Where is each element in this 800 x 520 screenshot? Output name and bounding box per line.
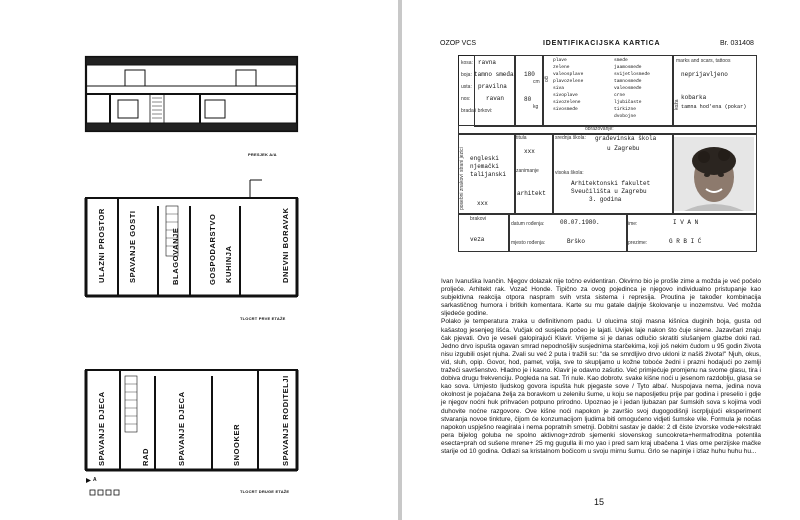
- eye-color-option: sivosmeđe: [553, 107, 578, 112]
- srednja-value-2: u Zagrebu: [607, 145, 640, 152]
- jezici-label: strani jezici: [459, 147, 465, 172]
- eye-color-option: plave: [553, 58, 567, 63]
- eye-color-option: valeosplave: [553, 72, 584, 77]
- story-paragraph-1: Ivan Ivanuška Ivančin. Njegov dolazak nije točno evidentiran. Okvirno bio je prošle zime a možda je već počelo proljeće. Arhitekt rak. Vozač Honde. Tipično za ovog pojedinca je njegovo individualno pristupanje kao subjektivna reakcija otpora naspram svih vrsta sistema i represija. Proutina je također kombinacija sarkastičnog humora i britkih komentara. Karte su mu gatale daljnje školovanje u inozemstvu. Već možda sljedeće godine.: [441, 278, 761, 318]
- marks-label: marks and scars, tattoos: [676, 58, 731, 64]
- posebni-value: xxx: [477, 200, 488, 207]
- room-label-spavanje-roditelji: SPAVANJE RODITELJI: [281, 375, 290, 466]
- jezici-value-3: talijanski: [470, 171, 507, 178]
- posebni-label: posebni znakovi: [459, 174, 465, 210]
- zanimanje-value: arhitekt: [517, 190, 546, 197]
- floor1-caption: TLOCRT PRVE ETAŽE: [240, 316, 286, 321]
- eye-color-option: tirkizne: [614, 107, 637, 112]
- titula-label: titula: [516, 135, 527, 141]
- zanimanje-label: zanimanje: [516, 168, 539, 174]
- eye-color-option: zelene: [553, 65, 570, 70]
- usta-label: usta:: [461, 84, 472, 90]
- room-label-rad: RAD: [141, 447, 150, 466]
- titula-value: xxx: [524, 148, 535, 155]
- mjesto-label: mjesto rođenja:: [511, 240, 546, 246]
- visoka-value-1: Arhitektonski fakultet: [571, 180, 651, 187]
- header-left: OZOP VCS: [440, 40, 477, 47]
- eyes-label: oči: [544, 75, 550, 82]
- visoka-label: visoka škola:: [555, 170, 584, 176]
- left-page: [0, 0, 398, 520]
- room-label-spavanje-gosti: SPAVANJE GOSTI: [128, 210, 137, 283]
- room-label-spavanje-djeca-1: SPAVANJE DJECA: [97, 391, 106, 466]
- room-label-ulazni: ULAZNI PROSTOR: [97, 208, 106, 283]
- story-paragraph-2: Polako je temperatura zraka u definitivnom padu. U olucima stoji masna kišnica duginih boja, gusta od kašastog jesenjeg lišća. Vučjak od susjeda počeo je lajati. Uvijek laje nakon što čuje sirene. Jazavčari znaju čak pjevati. Ovo je veseli galopirajući Klavir. Vrijeme si je danas odlučio skratiti slušanjem glazbe doki rad. Jedno drvo ispušta ogavan smrad nepodnošljiv susjednima starčekima, koji još nekim čudom u 95 godin života nisu izgubili osjet njuha. Zvali su već 2 puta i tražili su: "da se smrdljivo drvo ukloni iz našiš života!" Njuh, okus, vid, sluh, opip. Govor, hod, pamet, volja, sve to skupljamo u kožne toboće žedni i prazni hodajući po zemlji tražeći savršenstvo. Hladno je i kasno. Klavir je odavno zašutio. Već primjećuje promjenu na svome glasu, tira i dobiva drugu frekvenciju. Pogleda na sat. Tri nule. Kao dobrotv. svake kišne noći u jesenom razdoblju, glasa se kao sova. Umjesto ljudskog govora ispušta huk pjegaste sove / Tyto alba/. Nuspojava nema, jedina nova okolnost je pojačana želja za boravkom u zelenilu šume, u koju se naposljetku prije par godina i preselio i gdje je njegov noćni huk prihvaćen potpuno prirodno. Upoznao je i jedan ljubazan par šumskih sova s kojima vodi duhovite noćne razgovore. Ove kišne noći napokon je završio svoj dugogodišnji iscrpljujući eksperiment stvaranja novoe tinkture, čijom će konzumacijom ljudima biti omogućeno vidjeti šumske vile. Formula je nočas napokon uspješno reagirala i nema popratnih smetnji. Dobitni sastav je dakle: 2 dl čiste izvorske vode+ekstrakt pera bijelog goluba ne spolno aktivnog+zdrob sjemenki slovenskog suncokreta+hermafroditna potentila esecta+prah od sušene mrene+ 25 mg gugulla ili mo yao i pred sam kraj ubačena 1 vlas ome perzijske mačke starije od 10 godina. Odlazi sa kristalnom bočicom u svoju mirnu šumu. Grlo se napinje i izlaz huhu huhu hu...: [441, 318, 761, 455]
- obrazovanje-label: obrazovanje:: [585, 126, 614, 132]
- room-label-spavanje-djeca-2: SPAVANJE DJECA: [177, 391, 186, 466]
- visoka-value-2: Sveučilišta u Zagrebu: [571, 188, 647, 195]
- prezime-value: G R B I Ć: [669, 238, 702, 245]
- room-label-snooker: SNOOKER: [232, 423, 241, 466]
- page-number: 15: [594, 497, 605, 507]
- height-value: 180: [524, 71, 535, 78]
- kosa-label: kosa:: [461, 60, 473, 66]
- eye-color-option: crne: [614, 93, 626, 98]
- eye-color-option: tamnosmeđe: [614, 79, 642, 84]
- jezici-value-1: engleski: [470, 155, 499, 162]
- floor2-caption: TLOCRT DRUGE ETAŽE: [240, 489, 290, 494]
- eye-color-option: dvobojne: [614, 114, 637, 119]
- mjesto-value: Brško: [567, 238, 586, 245]
- srednja-value-1: građevinska škola: [595, 135, 657, 142]
- boja-label: boja:: [461, 72, 472, 78]
- weight-unit: kg: [533, 104, 539, 110]
- boja-value: tamno smeđa: [474, 71, 514, 78]
- height-weight-block: [514, 55, 544, 127]
- eye-color-option: smeđe: [614, 58, 628, 63]
- datum-value: 08.07.1980.: [560, 219, 600, 226]
- brakovi-label: brakovi: [470, 216, 487, 222]
- marks-value: neprijavljeno: [681, 71, 728, 78]
- eye-color-option: plavozelene: [553, 79, 584, 84]
- usta-value: pravilna: [478, 83, 507, 90]
- room-label-kuhinja: KUHINJA: [224, 245, 233, 283]
- eye-color-option: sivozelene: [553, 100, 581, 105]
- header-title: IDENTIFIKACIJSKA KARTICA: [543, 40, 661, 47]
- weight-value: 80: [524, 96, 532, 103]
- eye-color-option: sivoplave: [553, 93, 578, 98]
- room-label-gospodarstvo: GOSPODARSTVO: [208, 213, 217, 285]
- ime-label: ime:: [628, 221, 638, 227]
- ime-value: I V A N: [673, 219, 699, 226]
- prezime-label: prezime:: [628, 240, 648, 246]
- eye-color-option: ljubičaste: [614, 100, 642, 105]
- brada-label: brada i brkovi:: [461, 108, 493, 114]
- jezici-value-2: njemački: [470, 163, 499, 170]
- room-label-dnevni-boravak: DNEVNI BORAVAK: [281, 207, 290, 283]
- section-marker: A: [93, 477, 97, 483]
- height-unit: cm: [533, 79, 540, 85]
- eye-color-option: valeosmeđe: [614, 86, 642, 91]
- title-block: [514, 133, 554, 215]
- section-a-caption: PRESJEK A/A: [248, 152, 277, 157]
- koza-label: koža: [674, 99, 680, 110]
- section-a-drawing: [0, 0, 398, 520]
- datum-label: datum rođenja:: [511, 221, 545, 227]
- eye-color-option: siva: [553, 86, 565, 91]
- koza-value-2: tamna hod'ena (pokar): [681, 104, 747, 110]
- story-text: [441, 278, 761, 456]
- brakovi-value: veza: [470, 236, 485, 243]
- eye-color-option: jaamosmeđe: [614, 65, 642, 70]
- room-label-blagovanje: BLAGOVANJE: [171, 227, 180, 285]
- nos-value: ravan: [486, 95, 505, 102]
- eye-color-option: svijetlosmeđe: [614, 72, 650, 77]
- kosa-value: ravna: [478, 59, 497, 66]
- visoka-value-3: 3. godina: [589, 196, 622, 203]
- srednja-label: srednja škola:: [555, 135, 586, 141]
- marks-block: [672, 55, 757, 127]
- header-right: Br. 031408: [720, 40, 754, 47]
- koza-value: kobarka: [681, 94, 707, 101]
- nos-label: nos:: [461, 96, 471, 102]
- portrait-photo: [674, 137, 754, 211]
